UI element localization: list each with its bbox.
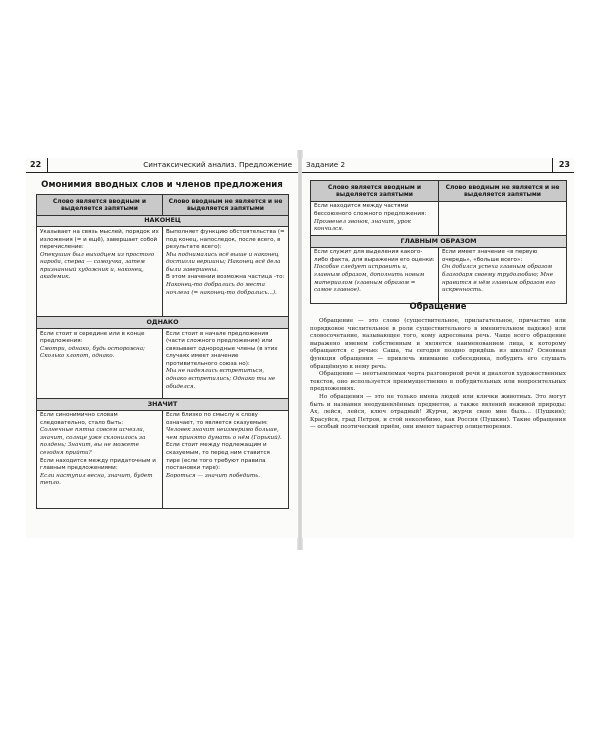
cell-example: Опекушин был выходцем из простого народа, сперва — самоучка, затем признанный художник и, наконец, академик. [40, 251, 155, 281]
table-row [311, 247, 567, 303]
cell-example: Он добился успеха главным образом благодаря своему трудолюбию; Мне нравится в нём главным образом его искренность. [442, 264, 556, 294]
keyword-znachit: ЗНАЧИТ [37, 399, 289, 411]
page-title: Омонимия вводных слов и членов предложения [41, 180, 283, 190]
cell-example: Человек значит неизмеримо больше, чем принято думать о нём (Горький). [166, 427, 282, 441]
table-cell [311, 247, 439, 303]
cell-rule: Если стоит в начале предложения (части сложного предложения) или связывает однородные члены (в этих случаях имеет значение противительного союза но): [166, 330, 278, 367]
cell-example: Наконец-то добрались до места ночлега (= наконец-то добрались...). [166, 282, 277, 296]
cell-example: Солнечные пятна совсем исчезли, значит, солнце уже склонилось за полдень; Значит, вы не можете сегодня прийти? [40, 427, 146, 457]
right-page [302, 158, 574, 538]
cell-example: Бороться — значит победить. [166, 472, 260, 479]
section-title: Обращение [409, 301, 467, 311]
cell-example: Прозвенел звонок, значит, урок кончился. [314, 218, 411, 233]
table-cell [439, 201, 567, 235]
cell-example: Пособие следует исправить и, главным образом, дополнить новым материалом (главным образом = самое главное). [314, 264, 425, 294]
table-cell [311, 201, 439, 235]
keyword-row [37, 399, 289, 411]
table-header-row [37, 195, 289, 216]
cell-rule: Если стоит между подлежащим и сказуемым, то перед ним ставится тире (если того требуют правила постановки тире): [166, 442, 270, 472]
table-row [37, 410, 289, 508]
cell-rule: Указывает на связь мыслей, порядок их изложения (= и ещё), завершает собой перечисление: [40, 228, 159, 251]
table-cell [163, 227, 289, 317]
homonymy-table [36, 194, 289, 509]
paragraph: Но обращения — это не только имена людей или клички животных. Это могут быть и названия неодушевлённых предметов, а также явлений неживой природы: Ах, лейся, лейся, ключ отрадный! Журчи, журчи свою мне быль... (Пушкин); Красуйся, град Петров, и стой неколебимо, как Россия (Пушкин). Такие обращения — особый поэтический приём, они имеют характер олицетворения. [310, 393, 566, 431]
keyword-odnako: ОДНАКО [37, 317, 289, 329]
cell-rule: Если стоит в середине или в конце предложения: [40, 330, 145, 345]
right-page-header [302, 158, 574, 173]
running-head: Задание 2 [306, 160, 346, 169]
homonymy-table-continued [310, 180, 567, 304]
cell-rule: Если находится между частями бессоюзного сложного предложения: [314, 203, 427, 217]
table-row [37, 227, 289, 317]
column-header-introductory: Слово является вводным и выделяется запятыми [311, 181, 439, 202]
cell-example: Мы поднимались всё выше и наконец достигли вершины; Наконец всё дела были завершены. [166, 251, 281, 273]
table-row [311, 201, 567, 235]
cell-example: Мы не надеялись встретиться, однако встретились; Однако ты не обиделся. [166, 368, 276, 390]
table-header-row [311, 181, 567, 202]
page-number: 22 [30, 158, 48, 172]
cell-rule: Если имеет значение «в первую очередь», «больше всего»: [442, 249, 538, 263]
column-header-not-introductory: Слово вводным не является и не выделяется запятыми [439, 181, 567, 202]
cell-rule: Если синонимично словам следовательно, стало быть: [40, 412, 124, 426]
cell-rule: Если служит для выделения какого-либо факта, для выражения его оценки: [314, 249, 435, 263]
table-cell [439, 247, 567, 303]
paragraph: Обращение — это слово (существительное, прилагательное, причастие или порядковое числительное в роли существительного в именительном падеже) или словосочетание, называющее того, кому адресована речь. Чаще всего обращение выражено именем собственным и является наименованием лица, к которому обращаются с речью: Саша, ты сегодня поздно придёшь из школы? Основная функция обращения — привлечь внимание собеседника, побудить его слушать обращённую к нему речь. [310, 318, 566, 370]
cell-rule: Если близко по смыслу к слову означает, то является сказуемым: [166, 412, 268, 426]
left-page-header [26, 158, 298, 173]
table-cell [163, 329, 289, 399]
keyword-row [37, 317, 289, 329]
keyword-naconec: НАКОНЕЦ [37, 215, 289, 227]
table-cell [37, 329, 163, 399]
keyword-glavnym-obrazom: ГЛАВНЫМ ОБРАЗОМ [311, 236, 567, 248]
keyword-row [311, 236, 567, 248]
table-cell [37, 227, 163, 317]
paragraph: Обращение — неотъемлемая черта разговорной речи и диалогов художественных текстов, оно используется преимущественно в побудительных или вопросительных предложениях. [310, 371, 566, 393]
cell-example: Если наступил весна, значит, будет тепло. [40, 472, 153, 487]
section-body [310, 318, 566, 432]
page-number: 23 [552, 158, 570, 172]
cell-rule: В этом значении возможна частица -то: [166, 274, 285, 281]
table-cell [37, 410, 163, 508]
table-row [37, 329, 289, 399]
running-head: Синтаксический анализ. Предложение [143, 160, 292, 169]
cell-rule: Если находится между придаточным и главным предложениями: [40, 457, 156, 472]
table-cell [163, 410, 289, 508]
column-header-introductory: Слово является вводным и выделяется запятыми [37, 195, 163, 216]
cell-example: Смотри, однако, будь осторожна; Сколько хлопот, однако. [40, 345, 145, 360]
keyword-row [37, 215, 289, 227]
column-header-not-introductory: Слово вводным не является и не выделяется запятыми [163, 195, 289, 216]
cell-rule: Выполняет функцию обстоятельства (= под конец, напоследок, после всего, в результате всего): [166, 228, 285, 251]
left-page [26, 158, 298, 538]
